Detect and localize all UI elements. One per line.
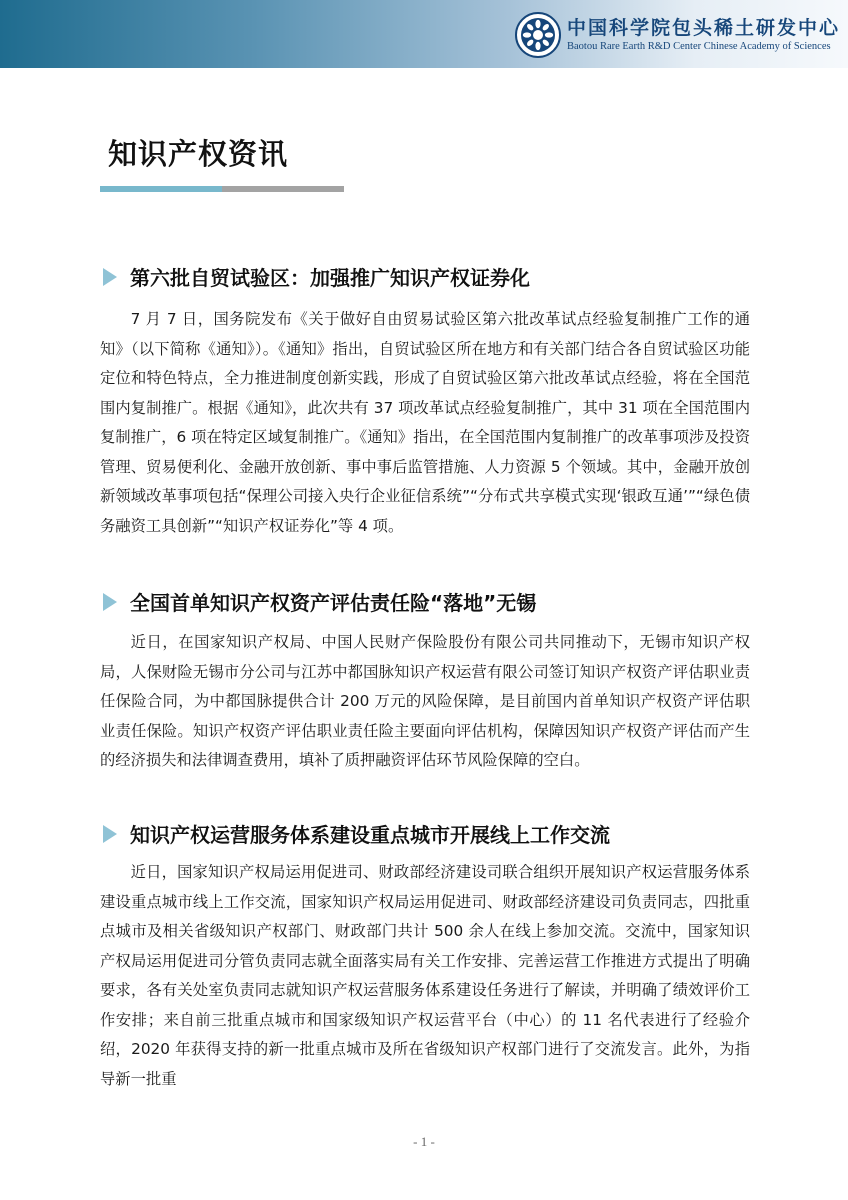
section-title: 知识产权运营服务体系建设重点城市开展线上工作交流 xyxy=(130,823,610,847)
org-name-block xyxy=(567,16,840,54)
page-title: 知识产权资讯 xyxy=(108,137,289,171)
org-name-en: Baotou Rare Earth R&D Center Chinese Academy of Sciences xyxy=(566,41,831,52)
org-name-cn: 中国科学院包头稀土研发中心 xyxy=(566,17,840,39)
section-body: 7 月 7 日，国务院发布《关于做好自由贸易试验区第六批改革试点经验复制推广工作的通知》（以下简称《通知》）。《通知》指出，自贸试验区所在地方和有关部门结合各自贸试验区功能定位和特色特点，全力推进制度创新实践，形成了自贸试验区第六批改革试点经验，将在全国范围内复制推广。根据《通知》，此次共有 37 项改革试点经验复制推广，其中 31 项在全国范围内复制推广，6 项在特定区域复制推广。《通知》指出，在全国范围内复制推广的改革事项涉及投资管理、贸易便利化、金融开放创新、事中事后监管措施、人力资源 5 个领域。其中，金融开放创新领域改革事项包括“保理公司接入央行企业征信系统”“分布式共享模式实现‘银政互通’”“绿色债务融资工具创新”“知识产权证券化”等 4 项。 xyxy=(100,310,750,535)
section-heading-2 xyxy=(103,587,536,616)
title-underline-teal xyxy=(100,186,222,192)
triangle-bullet-icon xyxy=(103,268,117,286)
section-title: 第六批自贸试验区：加强推广知识产权证券化 xyxy=(130,266,530,290)
triangle-bullet-icon xyxy=(103,825,117,843)
section-heading-1 xyxy=(103,262,530,291)
title-underline-gray xyxy=(222,186,344,192)
page-header-band xyxy=(0,0,848,68)
cas-emblem-icon xyxy=(515,12,561,58)
org-logo-block xyxy=(515,10,840,60)
triangle-bullet-icon xyxy=(103,593,117,611)
section-body: 近日，在国家知识产权局、中国人民财产保险股份有限公司共同推动下，无锡市知识产权局，人保财险无锡市分公司与江苏中都国脉知识产权运营有限公司签订知识产权资产评估职业责任保险合同，为中都国脉提供合计 200 万元的风险保障，是目前国内首单知识产权资产评估职业责任保险。知识产权资产评估职业责任险主要面向评估机构，保障因知识产权资产评估而产生的经济损失和法律调查费用，填补了质押融资评估环节风险保障的空白。 xyxy=(100,633,750,769)
section-title: 全国首单知识产权资产评估责任险“落地”无锡 xyxy=(130,591,537,615)
section-heading-3 xyxy=(103,819,610,848)
page-number: - 1 - xyxy=(413,1134,435,1149)
section-body: 近日，国家知识产权局运用促进司、财政部经济建设司联合组织开展知识产权运营服务体系建设重点城市线上工作交流，国家知识产权局运用促进司、财政部经济建设司负责同志，四批重点城市及相关省级知识产权部门、财政部门共计 500 余人在线上参加交流。交流中，国家知识产权局运用促进司分管负责同志就全面落实局有关工作安排、完善运营工作推进方式提出了明确要求，各有关处室负责同志就知识产权运营服务体系建设任务进行了解读，并明确了绩效评价工作安排；来自前三批重点城市和国家级知识产权运营平台（中心）的 11 名代表进行了经验介绍，2020 年获得支持的新一批重点城市及所在省级知识产权部门进行了交流发言。此外，为指导新一批重 xyxy=(100,863,750,1088)
